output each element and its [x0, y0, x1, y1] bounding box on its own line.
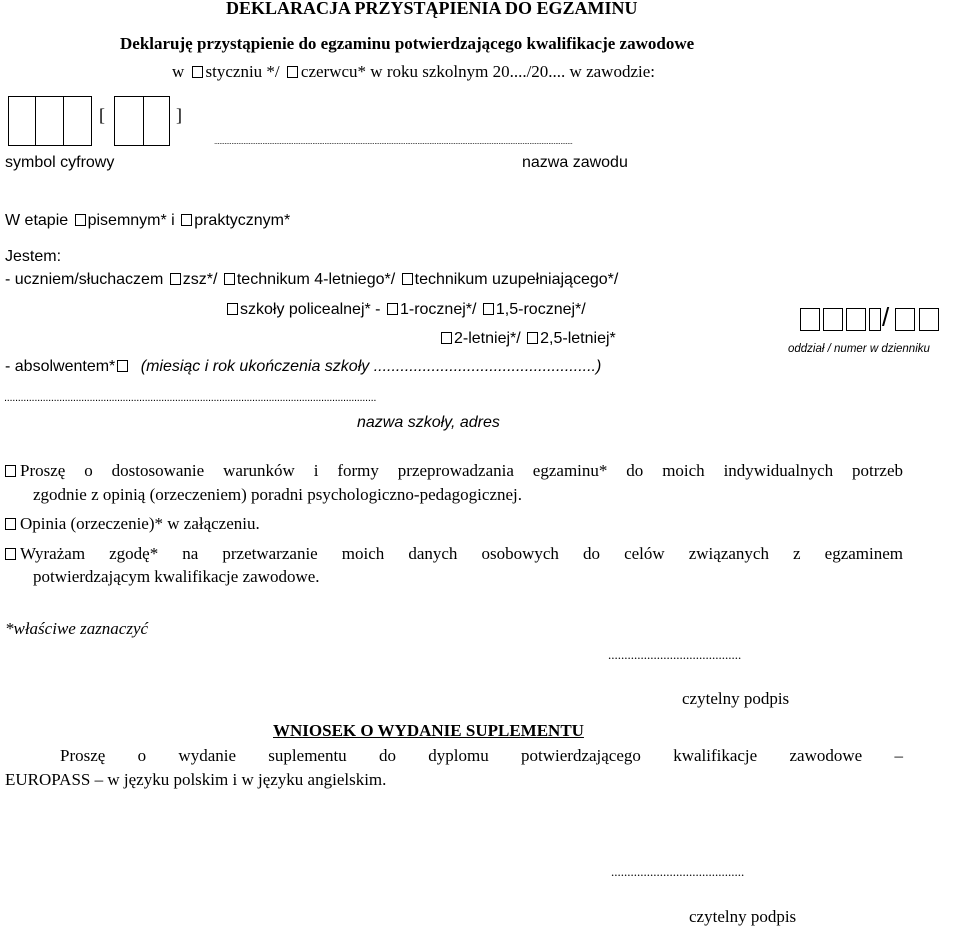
adaptation-request: [5, 461, 903, 481]
option-zsz: zsz*/: [182, 271, 218, 288]
checkbox-written[interactable]: [75, 214, 86, 226]
number-box-2[interactable]: [919, 308, 939, 331]
checkbox-graduate[interactable]: [117, 360, 128, 372]
adaptation-text: Proszę o dostosowanie warunków i formy przeprowadzania egzaminu* do moich indywidualnych potrzeb: [20, 461, 903, 480]
signature-1-label: czytelny podpis: [682, 689, 790, 708]
class-box-1[interactable]: [800, 308, 820, 331]
checkbox-2-lata[interactable]: [441, 332, 452, 344]
consent-text: Wyrażam zgodę* na przetwarzanie moich danych osobowych do celów związanych z egzaminem: [20, 544, 903, 563]
profession-label: nazwa zawodu: [522, 154, 628, 171]
school-dotted-line[interactable]: .......................................................................................................................................: [4, 392, 377, 404]
class-number-label: oddział / numer w dzienniku: [788, 343, 930, 355]
checkbox-adaptation[interactable]: [5, 465, 16, 477]
option-written: pisemnym* i: [87, 212, 175, 229]
checkbox-15-rok[interactable]: [483, 303, 494, 315]
document-title: DEKLARACJA PRZYSTĄPIENIA DO EGZAMINU: [226, 0, 638, 18]
graduate-detail: (miesiąc i rok ukończenia szkoły ..................................................): [140, 358, 602, 375]
opinion-line: [5, 514, 260, 534]
checkbox-policealna[interactable]: [227, 303, 238, 315]
supplement-line-2: EUROPASS – w języku polskim i w języku angielskim.: [5, 770, 387, 789]
option-technikum-uzup: technikum uzupełniającego*/: [414, 271, 619, 288]
symbol-digit-box-5[interactable]: [144, 96, 170, 146]
checkbox-opinion[interactable]: [5, 518, 16, 530]
checkbox-june[interactable]: [287, 66, 298, 78]
jestem-label: Jestem:: [5, 248, 62, 265]
option-25-roku: 2,5-letniej*: [540, 330, 616, 347]
class-box-2[interactable]: [823, 308, 843, 331]
option-technikum-4: technikum 4-letniego*/: [236, 271, 396, 288]
graduate-line: [5, 358, 601, 376]
signature-2-label: czytelny podpis: [689, 907, 797, 926]
symbol-label: symbol cyfrowy: [5, 154, 115, 171]
signature-2-dots[interactable]: .........................................: [611, 864, 745, 879]
checkbox-practical[interactable]: [181, 214, 192, 226]
stage-prefix: W etapie: [5, 212, 69, 229]
adaptation-cont: zgodnie z opinią (orzeczeniem) poradni psychologiczno-pedagogicznej.: [33, 485, 523, 504]
symbol-digit-box-3[interactable]: [64, 96, 92, 146]
document-subtitle: Deklaruję przystąpienie do egzaminu potwierdzającego kwalifikacje zawodowe: [120, 34, 695, 53]
checkbox-january[interactable]: [192, 66, 203, 78]
footnote: *właściwe zaznaczyć: [5, 619, 149, 638]
signature-1-dots[interactable]: .........................................: [608, 647, 742, 662]
symbol-bracket-open: [: [99, 105, 105, 125]
symbol-bracket-close: ]: [176, 105, 182, 125]
session-line: [172, 62, 655, 82]
student-line: [5, 271, 618, 289]
student-prefix: - uczniem/słuchaczem: [5, 271, 164, 288]
consent-request: [5, 544, 903, 564]
class-box-3[interactable]: [846, 308, 866, 331]
opinion-text: Opinia (orzeczenie)* w załączeniu.: [20, 514, 260, 533]
option-january: styczniu */: [205, 62, 280, 81]
class-number-slash: /: [882, 302, 890, 332]
consent-cont: potwierdzającym kwalifikacje zawodowe.: [33, 567, 320, 586]
session-w: w: [172, 62, 185, 81]
symbol-digit-box-4[interactable]: [114, 96, 144, 146]
checkbox-consent[interactable]: [5, 548, 16, 560]
checkbox-technikum-uzup[interactable]: [402, 273, 413, 285]
checkbox-25-roku[interactable]: [527, 332, 538, 344]
checkbox-technikum-4[interactable]: [224, 273, 235, 285]
option-practical: praktycznym*: [194, 212, 291, 229]
stage-line: [5, 212, 290, 230]
school-label: nazwa szkoły, adres: [357, 414, 500, 431]
supplement-line-1: Proszę o wydanie suplementu do dyplomu potwierdzającego kwalifikacje zawodowe –: [60, 746, 903, 765]
checkbox-zsz[interactable]: [170, 273, 181, 285]
option-15-rok: 1,5-rocznej*/: [495, 301, 586, 318]
number-box-1[interactable]: [895, 308, 915, 331]
graduate-prefix: - absolwentem*: [5, 358, 116, 375]
option-june: czerwcu* w roku szkolnym 20..../20.... w zawodzie:: [300, 62, 655, 81]
policealna-line: [227, 301, 586, 319]
symbol-digit-box-2[interactable]: [36, 96, 64, 146]
profession-dotted-line[interactable]: ................................................................................................................................................................................................................: [214, 137, 573, 146]
supplement-title: WNIOSEK O WYDANIE SUPLEMENTU: [273, 721, 584, 740]
option-policealna: szkoły policealnej* -: [240, 301, 381, 318]
duration-line: [441, 330, 616, 348]
option-1-rok: 1-rocznej*/: [399, 301, 477, 318]
option-2-lata: 2-letniej*/: [454, 330, 521, 347]
checkbox-1-rok[interactable]: [387, 303, 398, 315]
class-box-4[interactable]: [869, 308, 881, 331]
symbol-digit-box-1[interactable]: [8, 96, 36, 146]
